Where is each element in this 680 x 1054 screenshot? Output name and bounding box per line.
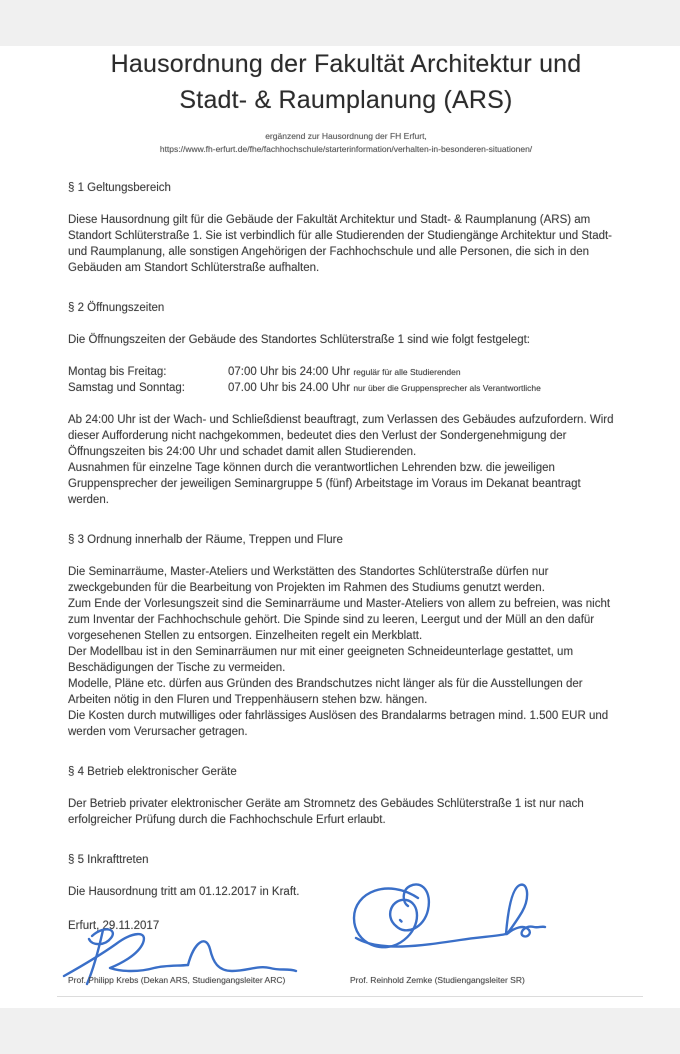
page-title: [68, 46, 624, 118]
signature-caption-zemke: Prof. Reinhold Zemke (Studiengangsleiter SR): [350, 975, 525, 985]
paragraph-s2-2: Ausnahmen für einzelne Tage können durch die verantwortlichen Lehrenden bzw. die jeweiligen Gruppensprecher der jeweiligen Seminargruppe 5 (fünf) Arbeitstage im Voraus im Dekanat beantragt werden.: [68, 462, 581, 506]
opening-hours-time: 07:00 Uhr bis 24:00 Uhr: [228, 366, 351, 378]
subtitle-text: ergänzend zur Hausordnung der FH Erfurt,: [265, 131, 427, 141]
opening-hours-day: Montag bis Freitag:: [68, 366, 167, 378]
paragraph-s3-4: Modelle, Pläne etc. dürfen aus Gründen des Brandschutzes nicht länger als für die Ausstellungen der Arbeiten nötig in den Fluren und Treppenhäusern stehen bzw. hängen.: [68, 678, 583, 706]
subtitle-block: [68, 130, 624, 156]
section-heading-1: § 1 Geltungsbereich: [68, 182, 171, 194]
section-heading-3: § 3 Ordnung innerhalb der Räume, Treppen und Flure: [68, 534, 343, 546]
scan-artifact-line: [57, 996, 643, 997]
paragraph-s3-2: Zum Ende der Vorlesungszeit sind die Seminarräume und Master-Ateliers von allem zu befreien, was nicht zum Inventar der Fachhochschule gehört. Die Spinde sind zu leeren, Leergut und der Müll an den dafür vorgesehenen Stellen zu entsorgen. Einzelheiten regelt ein Merkblatt.: [68, 598, 611, 642]
source-url-text: https://www.fh-erfurt.de/fhe/fachhochschule/starterinformation/verhalten-in-besonderen-situationen/: [159, 144, 533, 154]
signature-reinhold-zemke-icon: [340, 876, 585, 971]
paragraph-s3-1: Die Seminarräume, Master-Ateliers und Werkstätten des Standortes Schlüterstraße dürfen nur zweckgebunden für die Bearbeitung von Projekten im Rahmen des Studiums genutzt werden.: [68, 566, 549, 594]
section-heading-2: § 2 Öffnungszeiten: [68, 302, 165, 314]
document-page: [0, 46, 680, 1008]
opening-hours-value: [228, 364, 461, 380]
opening-hours-note: nur über die Gruppensprecher als Verantwortliche: [353, 383, 541, 393]
paragraph-s1: Diese Hausordnung gilt für die Gebäude der Fakultät Architektur und Stadt- & Raumplanung (ARS) am Standort Schlüterstraße 1. Sie ist verbindlich für alle Studierenden der Studiengänge Architektur und Stadt- und Raumplanung, alle sonstigen Angehörigen der Fachhochschule und alle Personen, die sich in den Gebäuden am Standort Schlüterstraße aufhalten.: [68, 214, 613, 274]
opening-hours-value: [228, 380, 541, 396]
opening-hours-row: [68, 380, 624, 396]
opening-hours-row: [68, 364, 624, 380]
paragraph-s4: Der Betrieb privater elektronischer Geräte am Stromnetz des Gebäudes Schlüterstraße 1 ist nur nach erfolgreicher Prüfung durch die Fachhochschule Erfurt erlaubt.: [68, 798, 584, 826]
paragraph-s5: Die Hausordnung tritt am 01.12.2017 in Kraft.: [68, 886, 300, 898]
document-body: [68, 180, 624, 1054]
signature-block: [68, 904, 624, 1054]
opening-hours-table: [68, 364, 624, 396]
section-heading-5: § 5 Inkrafttreten: [68, 854, 149, 866]
paragraph-s2-intro: Die Öffnungszeiten der Gebäude des Standortes Schlüterstraße 1 sind wie folgt festgelegt:: [68, 334, 530, 346]
paragraph-s2-1: Ab 24:00 Uhr ist der Wach- und Schließdienst beauftragt, zum Verlassen des Gebäudes aufzufordern. Wird dieser Aufforderung nicht nachgekommen, bedeutet dies den Verlust der Sondergenehmigung der Öffnungszeiten bis 24:00 Uhr und schadet damit allen Studierenden.: [68, 414, 614, 458]
opening-hours-note: regulär für alle Studierenden: [353, 367, 461, 377]
page-title-line-1: Hausordnung der Fakultät Architektur und: [110, 50, 582, 78]
paragraph-s3-5: Die Kosten durch mutwilliges oder fahrlässiges Auslösen des Brandalarms betragen mind. 1.500 EUR und werden vom Verursacher getragen.: [68, 710, 609, 738]
opening-hours-time: 07.00 Uhr bis 24.00 Uhr: [228, 382, 351, 394]
signature-caption-krebs: Prof. Philipp Krebs (Dekan ARS, Studiengangsleiter ARC): [68, 975, 286, 985]
section-heading-4: § 4 Betrieb elektronischer Geräte: [68, 766, 237, 778]
page-title-line-2: Stadt- & Raumplanung (ARS): [179, 86, 513, 114]
opening-hours-day: Samstag und Sonntag:: [68, 382, 185, 394]
paragraph-s3-3: Der Modellbau ist in den Seminarräumen nur mit einer geeigneten Schneideunterlage gestattet, um Beschädigungen der Tische zu vermeiden.: [68, 646, 574, 674]
place-date: Erfurt, 29.11.2017: [68, 920, 160, 932]
